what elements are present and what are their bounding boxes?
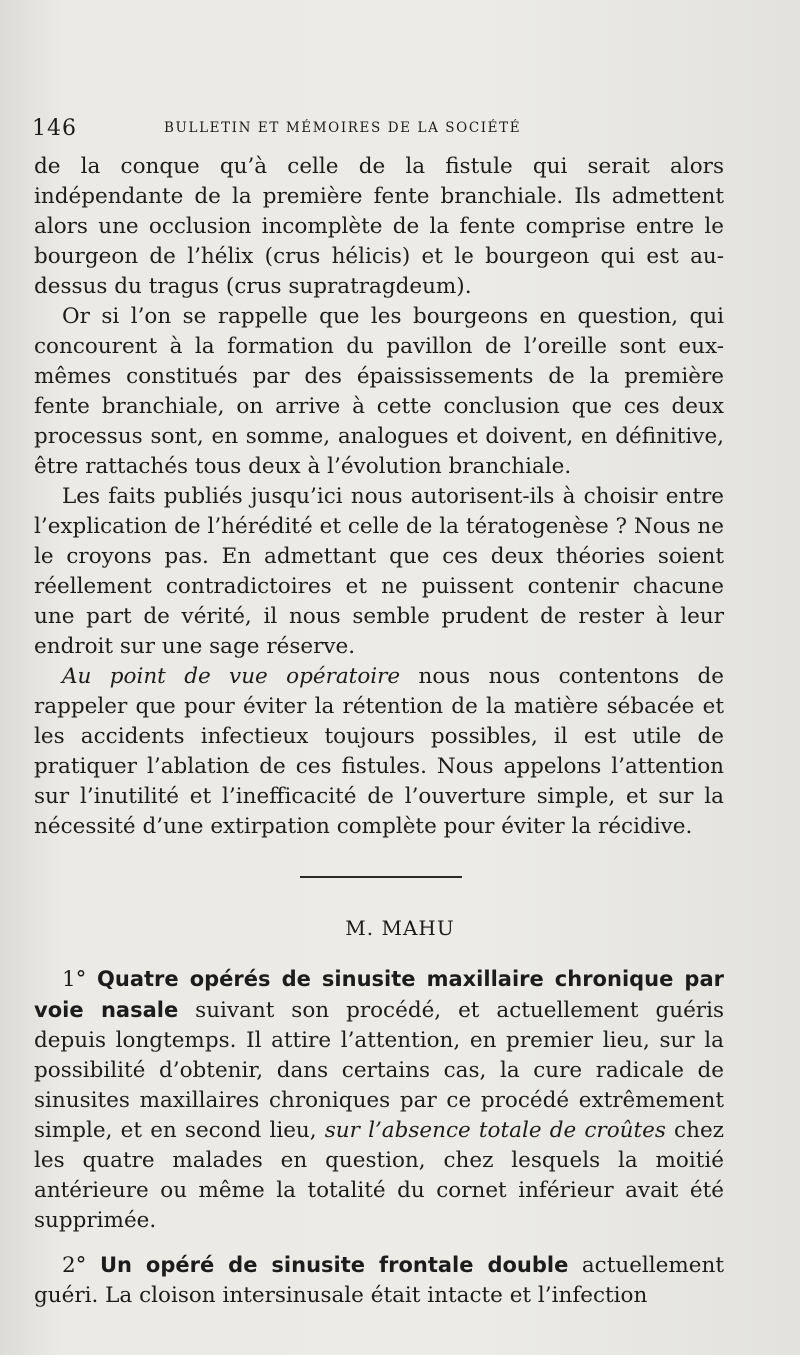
author-heading: M. MAHU <box>345 916 455 940</box>
item-1-italic: sur l’absence totale de croûtes <box>324 1118 666 1143</box>
paragraph-4 <box>34 662 724 842</box>
item-2-title: Un opéré de sinusite frontale double <box>99 1253 569 1277</box>
page-header <box>32 112 732 142</box>
running-head: BULLETIN ET MÉMOIRES DE LA SOCIÉTÉ <box>164 120 522 136</box>
paragraph-2: Or si l’on se rappelle que les bourgeons en question, qui concourent à la formation du pavillon de l’oreille sont eux-mêmes constitués par des épaississements de la première fente branchiale, on arrive à cette conclusion que ces deux processus sont, en somme, analogues et doivent, en définitive, être rattachés tous deux à l’évolution branchiale. <box>34 304 724 479</box>
page-number: 146 <box>32 116 77 141</box>
item-2-number: 2° <box>62 1253 87 1278</box>
item-1-text-b: chez les quatre malades en question, chez lesquels la moitié antérieure ou même la totalité du cornet inférieur avait été supprimée. <box>34 1118 724 1233</box>
paragraph-3: Les faits publiés jusqu’ici nous autorisent-ils à choisir entre l’explication de l’hérédité et celle de la tératogenèse ? Nous ne le croyons pas. En admettant que ces deux théories soient réellement contradictoires et ne puissent contenir chacune une part de vérité, il nous semble prudent de rester à leur endroit sur une sage réserve. <box>34 484 724 659</box>
item-1-paragraph <box>34 964 724 1236</box>
item-1-title: Quatre opérés de sinusite maxillaire chronique par voie nasale <box>34 967 724 1022</box>
paragraph-4-italic: Au point de vue opératoire <box>62 664 401 689</box>
body-text-section-1 <box>34 152 724 842</box>
item-1-text-a: suivant son procédé, et actuellement guéris depuis longtemps. Il attire l’attention, en premier lieu, sur la possibilité d’obtenir, dans certains cas, la cure radicale de sinusites maxillaires chroniques par ce procédé extrêmement simple, et en second lieu, <box>34 998 724 1143</box>
paragraph-4-text: nous nous contentons de rappeler que pour éviter la rétention de la matière sébacée et les accidents infectieux toujours possibles, il est utile de pratiquer l’ablation de ces fistules. Nous appelons l’attention sur l’inutilité et l’inefficacité de l’ouverture simple, et sur la nécessité d’une extirpation complète pour éviter la récidive. <box>34 664 724 839</box>
section-divider <box>300 876 462 878</box>
item-1 <box>34 964 724 1236</box>
item-2-paragraph <box>34 1250 724 1311</box>
item-2 <box>34 1250 724 1311</box>
item-2-text: actuellement guéri. La cloison intersinusale était intacte et l’infection <box>34 1253 724 1308</box>
item-1-number: 1° <box>62 967 87 992</box>
paragraph-1: de la conque qu’à celle de la fistule qui serait alors indépendante de la première fente branchiale. Ils admettent alors une occlusion incomplète de la fente comprise entre le bourgeon de l’hélix (crus hélicis) et le bourgeon qui est au-dessus du tragus (crus supratragdeum). <box>34 154 724 299</box>
